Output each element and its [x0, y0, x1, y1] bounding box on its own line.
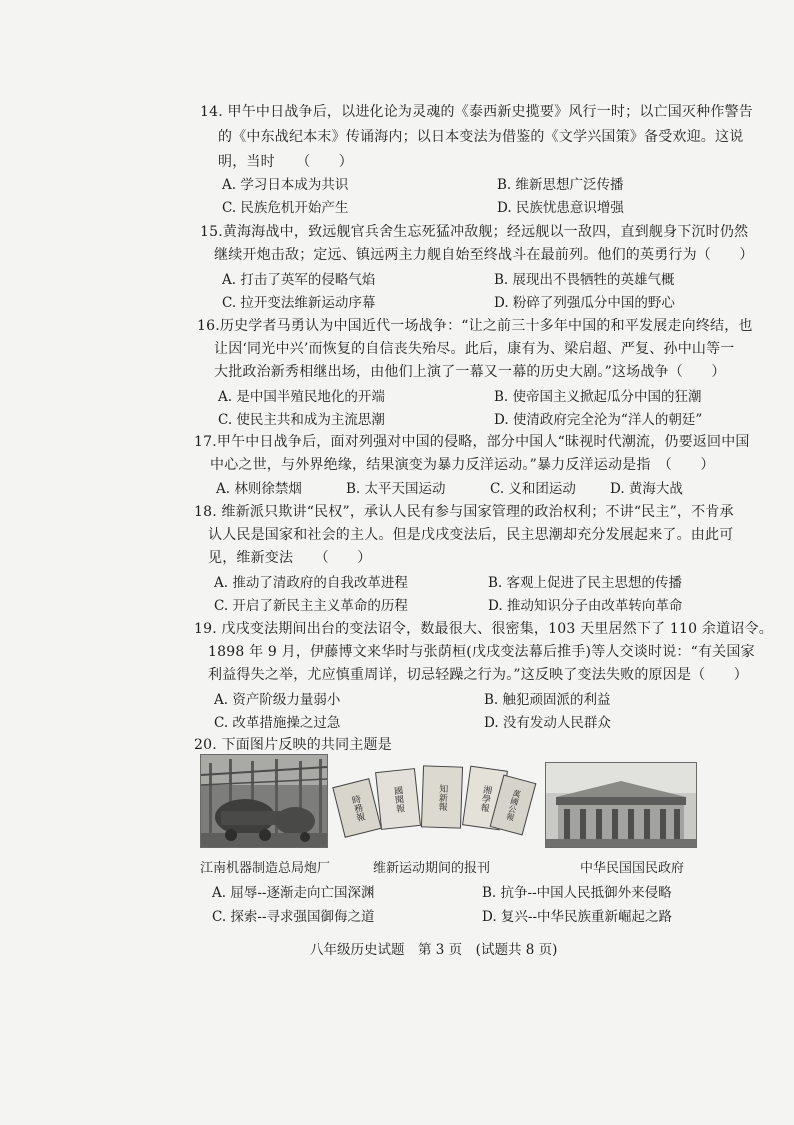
q20-line-1: 20. 下面图片反映的共同主题是	[194, 737, 392, 753]
q16-line-3: 大批政治新秀相继出场，由他们上演了一幕又一幕的历史大剧。”这场战争（ ）	[214, 364, 726, 380]
q17-option-d[interactable]: D. 黄海大战	[610, 481, 683, 497]
q17-option-a[interactable]: A. 林则徐禁烟	[216, 481, 302, 497]
q19-option-d[interactable]: D. 没有发动人民群众	[484, 715, 611, 731]
q14-option-b[interactable]: B. 维新思想广泛传播	[497, 177, 624, 193]
factory-caption: 江南机器制造总局炮厂	[200, 861, 331, 876]
newspaper-shiwubao: 時務報	[332, 778, 381, 838]
q19-line-2: 1898 年 9 月，伊藤博文来华时与张荫桓(戊戌变法幕后推手)等人交谈时说：“有关国家	[208, 644, 755, 660]
q15-line-1: 15.黄海海战中，致远舰官兵舍生忘死猛冲敌舰；经远舰以一敌四，直到舰身下沉时仍然	[200, 224, 749, 240]
q20-option-b[interactable]: B. 抗争--中国人民抵御外来侵略	[482, 885, 672, 901]
newspapers-caption: 维新运动期间的报刊	[373, 861, 491, 876]
q19-line-3: 利益得失之举，尤应慎重周详，切忌轻躁之行为。”这反映了变法失败的原因是（ ）	[208, 667, 748, 683]
q19-line-1: 19. 戊戌变法期间出台的变法诏令，数最很大、很密集，103 天里居然下了 110 余道诏令。	[194, 621, 773, 637]
government-caption: 中华民国国民政府	[580, 861, 685, 876]
q18-line-1: 18. 维新派只欺讲“民权”，承认人民有参与国家管理的政治权利；不讲“民主”，不肯承	[194, 504, 734, 520]
q14-option-c[interactable]: C. 民族危机开始产生	[222, 200, 349, 216]
q19-option-a[interactable]: A. 资产阶级力量弱小	[214, 692, 341, 708]
q17-option-b[interactable]: B. 太平天国运动	[346, 481, 446, 497]
q20-option-d[interactable]: D. 复兴--中华民族重新崛起之路	[482, 909, 673, 925]
newspaper-wanguogongbao: 萬國公報	[490, 775, 537, 836]
newspaper-xiangxuebao: 湘學報	[462, 766, 508, 831]
q14-line-1: 14. 甲午中日战争后，以进化论为灵魂的《泰西新史揽要》风行一时；以亡国灭种作警告	[200, 104, 753, 120]
q14-line-3: 明，当时 （ ）	[218, 154, 353, 170]
q19-option-b[interactable]: B. 触犯顽固派的利益	[484, 692, 611, 708]
q15-option-b[interactable]: B. 展现出不畏牺牲的英雄气概	[494, 272, 675, 288]
q17-line-2: 中心之世，与外界绝缘，结果演变为暴力反洋运动。”暴力反洋运动是指 （ ）	[210, 457, 715, 473]
q16-line-2: 让因‘同光中兴’而恢复的自信丧失殆尽。此后，康有为、梁启超、严复、孙中山等一	[214, 341, 735, 357]
q16-option-a[interactable]: A. 是中国半殖民地化的开端	[218, 389, 385, 405]
q14-option-a[interactable]: A. 学习日本成为共识	[222, 177, 349, 193]
q15-option-d[interactable]: D. 粉碎了列强瓜分中国的野心	[494, 295, 675, 311]
factory-photo	[200, 754, 328, 848]
q20-option-a[interactable]: A. 屈辱--逐渐走向亡国深渊	[212, 885, 375, 901]
newspapers-photo	[332, 760, 532, 846]
government-building-photo	[545, 762, 697, 848]
q14-option-d[interactable]: D. 民族忧患意识增强	[497, 200, 624, 216]
q18-option-d[interactable]: D. 推动知识分子由改革转向革命	[488, 598, 683, 614]
q18-option-a[interactable]: A. 推动了清政府的自我改革进程	[214, 575, 408, 591]
newspaper-guowenbao: 國聞報	[375, 768, 421, 830]
q17-option-c[interactable]: C. 义和团运动	[490, 481, 576, 497]
q15-option-a[interactable]: A. 打击了英军的侵略气焰	[222, 272, 376, 288]
q16-option-d[interactable]: D. 使清政府完全沦为“洋人的朝廷”	[494, 412, 703, 428]
q15-line-2: 继续开炮击敌；定远、镇远两主力舰自始至终战斗在最前列。他们的英勇行为（ ）	[214, 247, 754, 263]
q16-line-1: 16.历史学者马勇认为中国近代一场战争：“让之前三十多年中国的和平发展走向终结，也	[197, 318, 753, 334]
q18-option-b[interactable]: B. 客观上促进了民主思想的传播	[488, 575, 683, 591]
page-footer: 八年级历史试题 第 3 页 (试题共 8 页)	[310, 942, 558, 958]
q15-option-c[interactable]: C. 拉开变法维新运动序幕	[222, 295, 376, 311]
q16-option-b[interactable]: B. 使帝国主义掀起瓜分中国的狂潮	[494, 389, 702, 405]
q19-option-c[interactable]: C. 改革措施操之过急	[214, 715, 341, 731]
q18-line-2: 认人民是国家和社会的主人。但是戊戌变法后，民主思潮却充分发展起来了。由此可	[208, 527, 734, 543]
q18-option-c[interactable]: C. 开启了新民主主义革命的历程	[214, 598, 408, 614]
q17-line-1: 17.甲午中日战争后，面对列强对中国的侵略，部分中国人“昧视时代潮流，仍要返回中国	[194, 434, 750, 450]
q14-line-2: 的《中东战纪本末》传诵海内；以日本变法为借鉴的《文学兴国策》备受欢迎。这说	[218, 129, 744, 145]
q18-line-3: 见，维新变法 （ ）	[208, 550, 372, 566]
q16-option-c[interactable]: C. 使民主共和成为主流思潮	[218, 412, 385, 428]
q20-option-c[interactable]: C. 探索--寻求强国御侮之道	[212, 909, 375, 925]
newspaper-zhixinbao: 知新報	[421, 765, 463, 828]
